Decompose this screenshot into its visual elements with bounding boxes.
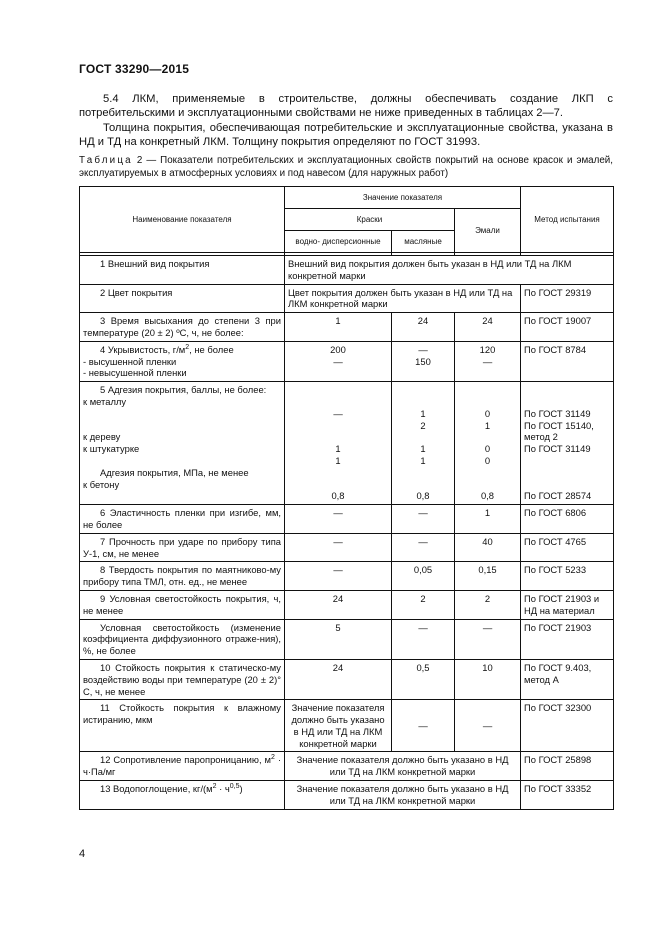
table-row <box>80 505 614 534</box>
header-paints: Краски <box>285 209 455 231</box>
table-caption <box>79 155 613 180</box>
header-name: Наименование показателя <box>80 187 285 253</box>
row1-value: Внешний вид покрытия должен быть указан в НД или ТД на ЛКМ конкретной марки <box>285 256 614 285</box>
row13-method: По ГОСТ 33352 <box>521 781 614 810</box>
row10-method: По ГОСТ 9.403, метод А <box>521 659 614 699</box>
row4-enamel-wet: — <box>482 355 493 367</box>
row11-name: 11 Стойкость покрытия к влажному истиранию, мкм <box>83 702 281 726</box>
page-number: 4 <box>79 848 86 860</box>
row4-sub-dried: - высушенной пленки <box>83 355 177 367</box>
row5-wood-enamel: 0 <box>484 443 491 455</box>
row10-enamel: 10 <box>455 659 521 699</box>
row9b-water: 5 <box>285 619 392 659</box>
row7-enamel: 40 <box>455 533 521 562</box>
row8-method: По ГОСТ 5233 <box>521 562 614 591</box>
row5-metal-enamel-2: 1 <box>484 419 491 431</box>
row1-name: 1 Внешний вид покрытия <box>100 258 210 269</box>
row5-wood-oil: 1 <box>420 443 426 455</box>
table-row <box>80 781 614 810</box>
row3-water: 1 <box>285 313 392 342</box>
row9-oil: 2 <box>392 590 455 619</box>
row3-method: По ГОСТ 19007 <box>521 313 614 342</box>
table-row <box>80 533 614 562</box>
row5-method-metal-2: По ГОСТ 15140, метод 2 <box>524 419 594 443</box>
row5-concrete-oil: 0,8 <box>416 490 430 502</box>
row10-oil: 0,5 <box>392 659 455 699</box>
row12-method: По ГОСТ 25898 <box>521 752 614 781</box>
row5-method-wood: По ГОСТ 31149 <box>524 443 591 455</box>
header-oil: масляные <box>392 231 455 253</box>
row12-value: Значение показателя должно быть указано в НД или ТД на ЛКМ конкретной марки <box>285 752 521 781</box>
row5-metal-oil-2: 2 <box>420 419 426 431</box>
row4-water-dried: 200 <box>330 343 346 355</box>
row5-metal-water: — <box>333 407 343 419</box>
row12-name: 12 Сопротивление паропроницанию, $м^2 \cdot ч\cdot Па/мг$ <box>83 754 281 778</box>
table-row <box>80 752 614 781</box>
paragraph-5-4: 5.4 ЛКМ, применяемые в строительстве, должны обеспечивать создание ЛКП с потребительскими и эксплуатационными свойствами не ниже приведенных в таблицах 2—7. <box>79 93 613 120</box>
row7-method: По ГОСТ 4765 <box>521 533 614 562</box>
row2-value: Цвет покрытия должен быть указан в НД или ТД на ЛКМ конкретной марки <box>285 284 521 313</box>
row4-water-wet: — <box>333 355 343 367</box>
table-row <box>80 382 614 505</box>
row4-enamel-dried: 120 <box>479 343 496 355</box>
table-row <box>80 313 614 342</box>
header-method: Метод испытания <box>521 187 614 253</box>
row8-water: — <box>285 562 392 591</box>
row4-method: По ГОСТ 8784 <box>521 341 614 381</box>
row11-method: По ГОСТ 32300 <box>521 700 614 752</box>
row5-metal-oil-1: 1 <box>420 407 426 419</box>
table-row <box>80 700 614 752</box>
table-row <box>80 562 614 591</box>
row5-wood-water: 1 <box>335 443 341 455</box>
row9-name: 9 Условная светостойкость покрытия, ч, не менее <box>83 592 281 616</box>
row5-metal-enamel-1: 0 <box>484 407 491 419</box>
row5-plaster-water: 1 <box>335 454 341 466</box>
row9b-oil: — <box>392 619 455 659</box>
header-enamels: Эмали <box>455 209 521 253</box>
row9-enamel: 2 <box>455 590 521 619</box>
table-row <box>80 619 614 659</box>
row4-oil-wet: 150 <box>415 355 431 367</box>
table-caption-label: Таблица <box>79 155 133 166</box>
row13-name: 13 Водопоглощение, $кг/(м^2 \cdot ч^{0,5})$ <box>100 782 243 795</box>
header-water-dispersion: водно- дисперсионные <box>285 231 392 253</box>
row2-name: 2 Цвет покрытия <box>100 286 173 298</box>
document-code: ГОСТ 33290—2015 <box>79 62 190 76</box>
row6-name: 6 Эластичность пленки при изгибе, мм, не более <box>83 507 281 530</box>
row10-water: 24 <box>285 659 392 699</box>
paragraph-thickness: Толщина покрытия, обеспечивающая потребительские и эксплуатационные свойства, указана в НД и ТД на конкретный ЛКМ. Толщину покрытия определяют по ГОСТ 31993. <box>79 122 613 149</box>
row6-method: По ГОСТ 6806 <box>521 505 614 534</box>
table-caption-text: 2 — Показатели потребительских и эксплуатационных свойств покрытий на основе красок и эмалей, эксплуатируемых в атмосферных условиях и под навесом (для наружных работ) <box>79 155 613 179</box>
row3-name: 3 Время высыхания до степени 3 при температуре (20 ± 2) ºС, ч, не более: <box>83 315 281 338</box>
row9b-method: По ГОСТ 21903 <box>521 619 614 659</box>
row6-enamel: 1 <box>455 505 521 534</box>
row5-mpa: Адгезия покрытия, МПа, не менее <box>100 466 249 478</box>
row4-sub-wet: - невысушенной пленки <box>83 367 187 379</box>
row9-method: По ГОСТ 21903 и НД на материал <box>521 590 614 619</box>
row9-water: 24 <box>285 590 392 619</box>
row8-name: 8 Твердость покрытия по маятниково-му прибору типа ТМЛ, отн. ед., не менее <box>83 564 281 588</box>
row5-concrete-enamel: 0,8 <box>480 490 495 502</box>
header-value: Значение показателя <box>285 187 521 209</box>
row3-enamel: 24 <box>455 313 521 342</box>
row9b-name: Условная светостойкость (изменение коэффициента диффузионного отраже-ния), %, не более <box>83 621 281 657</box>
row5-method-metal-1: По ГОСТ 31149 <box>524 407 591 419</box>
table-row <box>80 590 614 619</box>
row5-wood: к дереву <box>83 431 121 443</box>
row5-plaster-enamel: 0 <box>484 454 491 466</box>
row5-method-concrete: По ГОСТ 28574 <box>524 490 592 502</box>
table-row <box>80 341 614 381</box>
row5-plaster: к штукатурке <box>83 443 140 455</box>
row7-water: — <box>285 533 392 562</box>
row7-oil: — <box>392 533 455 562</box>
row5-name: 5 Адгезия покрытия, баллы, не более: <box>100 384 267 396</box>
row5-concrete-water: 0,8 <box>331 490 345 502</box>
row4-name: 4 Укрывистость, $г/м^2$, не более <box>100 343 234 355</box>
table-row <box>80 256 614 285</box>
row5-plaster-oil: 1 <box>420 454 426 466</box>
row2-method: По ГОСТ 29319 <box>521 284 614 313</box>
row6-water: — <box>285 505 392 534</box>
row11-oil: — <box>392 700 455 752</box>
row11-water: Значение показателя должно быть указано в НД или ТД на ЛКМ конкретной марки <box>285 700 392 752</box>
row5-concrete: к бетону <box>83 478 120 490</box>
row3-oil: 24 <box>392 313 455 342</box>
row7-name: 7 Прочность при ударе по прибору типа У-1, см, не менее <box>83 535 281 559</box>
row10-name: 10 Стойкость покрытия к статическо-му воздействию воды при температуре (20 ± 2)° С, ч, не менее <box>83 661 281 697</box>
table-row <box>80 659 614 699</box>
row4-oil-dried: — <box>418 343 428 355</box>
row13-value: Значение показателя должно быть указано в НД или ТД на ЛКМ конкретной марки <box>285 781 521 810</box>
row6-oil: — <box>392 505 455 534</box>
properties-table <box>79 186 614 810</box>
row9b-enamel: — <box>455 619 521 659</box>
row8-enamel: 0,15 <box>455 562 521 591</box>
row11-enamel: — <box>455 700 521 752</box>
row8-oil: 0,05 <box>392 562 455 591</box>
row5-metal: к металлу <box>83 395 127 407</box>
table-row <box>80 284 614 313</box>
